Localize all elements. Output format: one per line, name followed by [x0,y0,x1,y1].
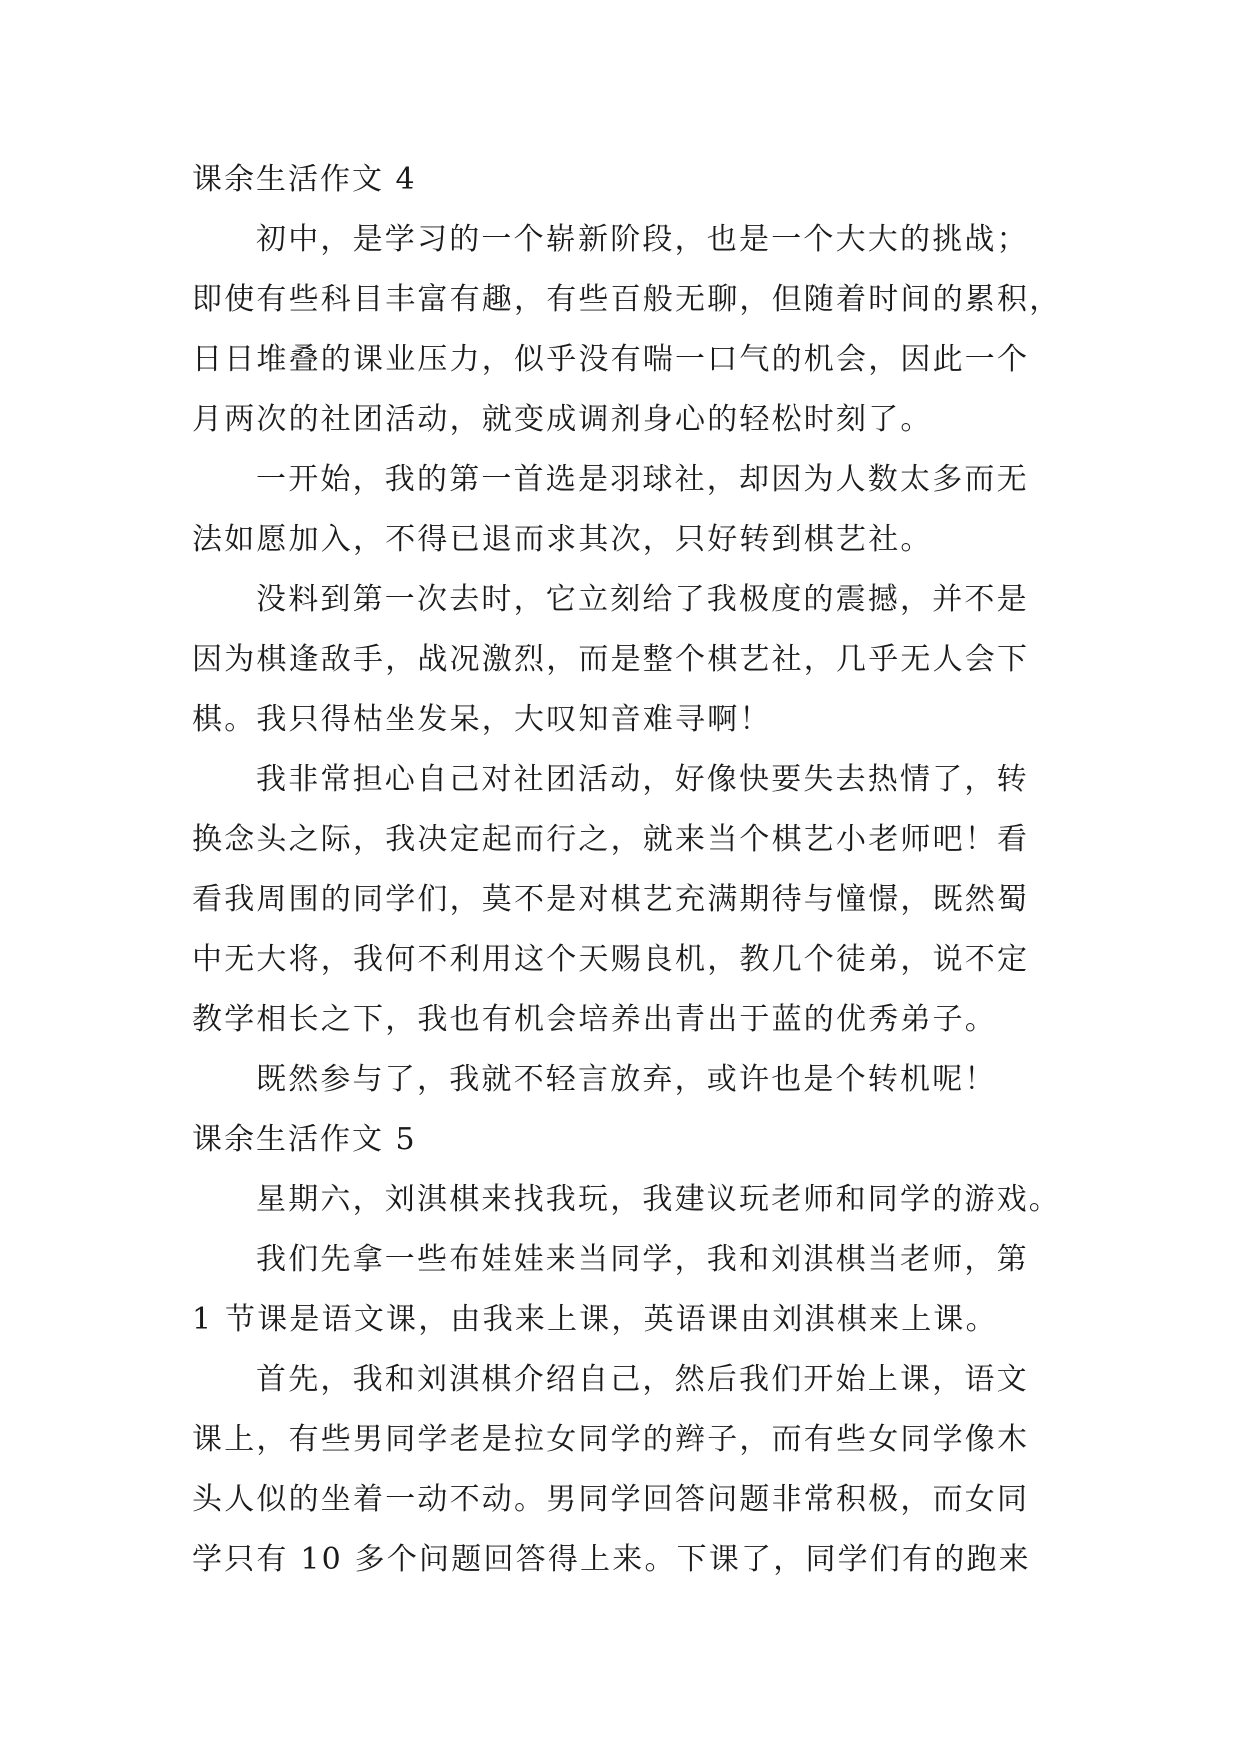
text-line: 即使有些科目丰富有趣，有些百般无聊，但随着时间的累积， [192,282,1062,317]
text-line: 课上，有些男同学老是拉女同学的辫子，而有些女同学像木 [192,1422,1030,1457]
text-line: 没料到第一次去时，它立刻给了我极度的震撼，并不是 [256,582,1029,617]
text-line: 星期六，刘淇棋来找我玩，我建议玩老师和同学的游戏。 [256,1182,1061,1217]
essay-4-title: 课余生活作文 4 [192,162,417,197]
essay-5-paragraph-2 [192,1230,1052,1350]
text-line: 学只有 10 多个问题回答得上来。下课了，同学们有的跑来 [192,1542,1031,1577]
text-line: 日日堆叠的课业压力，似乎没有喘一口气的机会，因此一个 [192,342,1030,377]
text-line: 一开始，我的第一首选是羽球社，却因为人数太多而无 [256,462,1029,497]
text-line: 中无大将，我何不利用这个天赐良机，教几个徒弟，说不定 [192,942,1030,977]
text-line: 头人似的坐着一动不动。男同学回答问题非常积极，而女同 [192,1482,1030,1517]
text-line: 我们先拿一些布娃娃来当同学，我和刘淇棋当老师，第 [256,1242,1029,1277]
document-page [192,150,1062,1590]
text-line: 棋。我只得枯坐发呆，大叹知音难寻啊！ [192,702,772,737]
essay-4-paragraph-3 [192,570,1052,750]
text-line: 初中，是学习的一个崭新阶段，也是一个大大的挑战； [256,222,1029,257]
text-line: 看我周围的同学们，莫不是对棋艺充满期待与憧憬，既然蜀 [192,882,1030,917]
text-line: 1 节课是语文课，由我来上课，英语课由刘淇棋来上课。 [192,1302,998,1337]
essay-5-paragraph-3 [192,1350,1052,1590]
essay-5-title: 课余生活作文 5 [192,1122,417,1157]
text-line: 既然参与了，我就不轻言放弃，或许也是个转机呢！ [256,1062,997,1097]
text-line: 我非常担心自己对社团活动，好像快要失去热情了，转 [256,762,1029,797]
essay-5-paragraph-1 [192,1170,1061,1230]
text-line: 因为棋逢敌手，战况激烈，而是整个棋艺社，几乎无人会下 [192,642,1030,677]
essay-4-paragraph-1 [192,210,1062,450]
text-line: 教学相长之下，我也有机会培养出青出于蓝的优秀弟子。 [192,1002,997,1037]
essay-4-paragraph-5 [192,1050,1052,1110]
text-line: 法如愿加入，不得已退而求其次，只好转到棋艺社。 [192,522,933,557]
text-line: 首先，我和刘淇棋介绍自己，然后我们开始上课，语文 [256,1362,1029,1397]
text-line: 换念头之际，我决定起而行之，就来当个棋艺小老师吧！看 [192,822,1030,857]
essay-4-paragraph-4 [192,750,1052,1050]
essay-4-paragraph-2 [192,450,1052,570]
text-line: 月两次的社团活动，就变成调剂身心的轻松时刻了。 [192,402,933,437]
